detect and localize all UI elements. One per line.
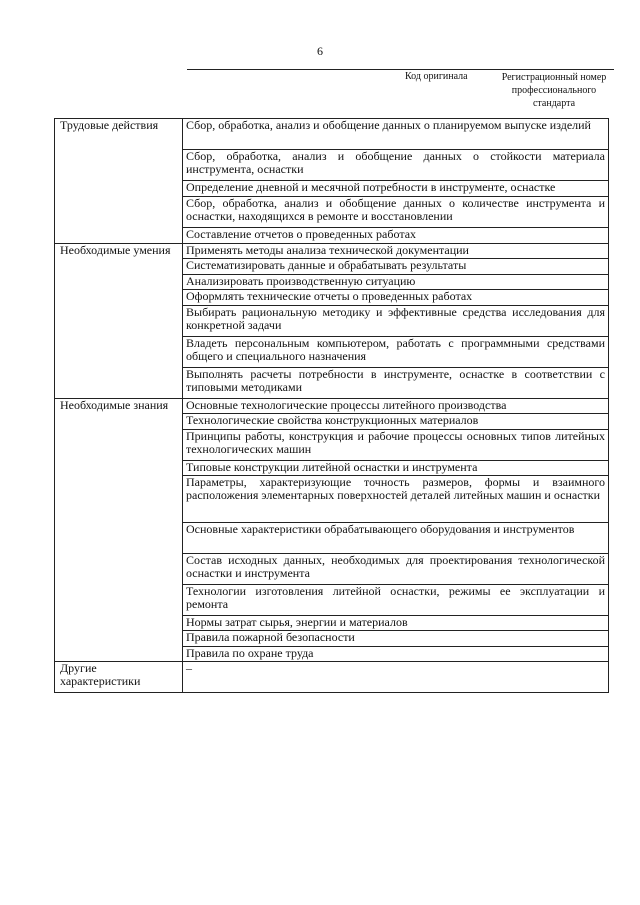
registration-label-line: Регистрационный номер — [501, 72, 607, 83]
item-text: Выбирать рациональную методику и эффективные средства исследования для конкретной задачи — [183, 306, 609, 337]
item-text: Анализировать производственную ситуацию — [183, 275, 609, 290]
item-text: Применять методы анализа технической документации — [183, 244, 609, 259]
item-text: – — [183, 662, 609, 693]
item-text: Сбор, обработка, анализ и обобщение данных о количестве инструмента и оснастки, находящихся в ремонте и восстановлении — [183, 197, 609, 228]
item-text: Сбор, обработка, анализ и обобщение данных о стойкости материала инструмента, оснастки — [183, 150, 609, 181]
item-text: Состав исходных данных, необходимых для проектирования технологической оснастки и инструмента — [183, 554, 609, 585]
item-text: Сбор, обработка, анализ и обобщение данных о планируемом выпуске изделий — [183, 119, 609, 150]
original-code-label: Код оригинала — [405, 71, 468, 82]
item-text: Типовые конструкции литейной оснастки и инструмента — [183, 461, 609, 476]
item-text: Основные технологические процессы литейного производства — [183, 399, 609, 414]
item-text: Правила пожарной безопасности — [183, 631, 609, 647]
table-row — [55, 119, 609, 150]
table-row — [55, 662, 609, 693]
section-label: Необходимые знания — [55, 399, 183, 662]
item-text: Определение дневной и месячной потребности в инструменте, оснастке — [183, 181, 609, 197]
registration-number-label — [493, 71, 615, 110]
item-text: Правила по охране труда — [183, 647, 609, 662]
item-text: Составление отчетов о проведенных работах — [183, 228, 609, 244]
table-row — [55, 244, 609, 259]
item-text: Технологии изготовления литейной оснастки, режимы ее эксплуатации и ремонта — [183, 585, 609, 616]
header-rule — [187, 69, 614, 70]
table-row — [55, 399, 609, 414]
item-text: Владеть персональным компьютером, работать с программными средствами общего и специального назначения — [183, 337, 609, 368]
item-text: Основные характеристики обрабатывающего оборудования и инструментов — [183, 523, 609, 554]
item-text: Нормы затрат сырья, энергии и материалов — [183, 616, 609, 631]
page-number: 6 — [317, 44, 323, 58]
section-label: Необходимые умения — [55, 244, 183, 399]
registration-label-line: стандарта — [532, 98, 576, 109]
registration-label-line: профессионального — [511, 85, 597, 96]
section-label: Другие характеристики — [55, 662, 183, 693]
competency-table — [54, 118, 609, 693]
item-text: Оформлять технические отчеты о проведенных работах — [183, 290, 609, 306]
item-text: Выполнять расчеты потребности в инструменте, оснастке в соответствии с типовыми методиками — [183, 368, 609, 399]
item-text: Параметры, характеризующие точность размеров, формы и взаимного расположения элементарных поверхностей деталей литейных машин и оснастки — [183, 476, 609, 523]
item-text: Технологические свойства конструкционных материалов — [183, 414, 609, 430]
section-label: Трудовые действия — [55, 119, 183, 244]
item-text: Систематизировать данные и обрабатывать результаты — [183, 259, 609, 275]
item-text: Принципы работы, конструкция и рабочие процессы основных типов литейных технологических машин — [183, 430, 609, 461]
